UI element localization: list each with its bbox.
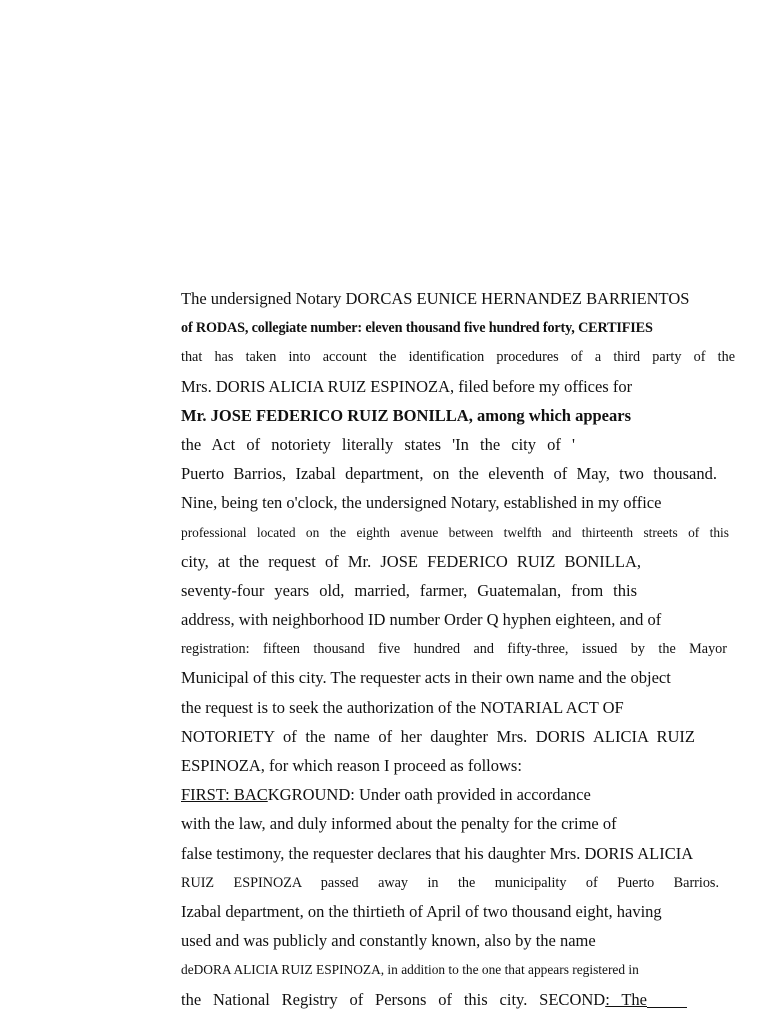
text-line: deDORA ALICIA RUIZ ESPINOZA, in addition to the one that appears registered in (181, 962, 639, 978)
text-line: ESPINOZA, for which reason I proceed as follows: (181, 756, 522, 775)
underline-blank (647, 1006, 687, 1008)
text-line: the National Registry of Persons of this city. SECOND: The (181, 987, 687, 1016)
text-line: the request is to seek the authorization of the NOTARIAL ACT OF (181, 697, 624, 717)
text-line: The undersigned Notary DORCAS EUNICE HERNANDEZ BARRIENTOS (181, 289, 690, 308)
text-line: NOTORIETY of the name of her daughter Mrs. DORIS ALICIA RUIZ (181, 726, 695, 746)
section-heading-underlined: : The (605, 989, 647, 1009)
text-line: Nine, being ten o'clock, the undersigned Notary, established in my office (181, 493, 662, 513)
text-line: of RODAS, collegiate number: eleven thousand five hundred forty, CERTIFIES (181, 320, 653, 337)
text-line: seventy-four years old, married, farmer, Guatemalan, from this (181, 580, 637, 600)
text-line: with the law, and duly informed about the penalty for the crime of (181, 814, 617, 834)
text-line: registration: fifteen thousand five hundred and fifty-three, issued by the Mayor (181, 641, 727, 658)
section-heading-underlined: FIRST: BAC (181, 785, 268, 805)
text-line: Mr. JOSE FEDERICO RUIZ BONILLA, among which appears (181, 405, 631, 425)
text-line: Mrs. DORIS ALICIA RUIZ ESPINOZA, filed before my offices for (181, 376, 633, 396)
text-line: professional located on the eighth avenue between twelfth and thirteenth streets of this (181, 524, 729, 540)
text-line: FIRST: BACKGROUND: Under oath provided in accordance (181, 785, 591, 805)
text-line: false testimony, the requester declares that his daughter Mrs. DORIS ALICIA (181, 843, 694, 863)
certificate-body (181, 286, 735, 1016)
text-line: that has taken into account the identification procedures of a third party of the (181, 349, 735, 366)
text-line: city, at the request of Mr. JOSE FEDERICO RUIZ BONILLA, (181, 551, 641, 571)
text-line: RUIZ ESPINOZA passed away in the municipality of Puerto Barrios. (181, 874, 719, 891)
text-line: address, with neighborhood ID number Order Q hyphen eighteen, and of (181, 610, 662, 630)
text-line: used and was publicly and constantly known, also by the name (181, 931, 596, 951)
text-line: Municipal of this city. The requester acts in their own name and the object (181, 668, 671, 688)
text-line: Puerto Barrios, Izabal department, on the eleventh of May, two thousand. (181, 464, 717, 484)
text-line: Izabal department, on the thirtieth of April of two thousand eight, having (181, 901, 662, 921)
text-line: the Act of notoriety literally states 'In the city of ' (181, 434, 575, 454)
